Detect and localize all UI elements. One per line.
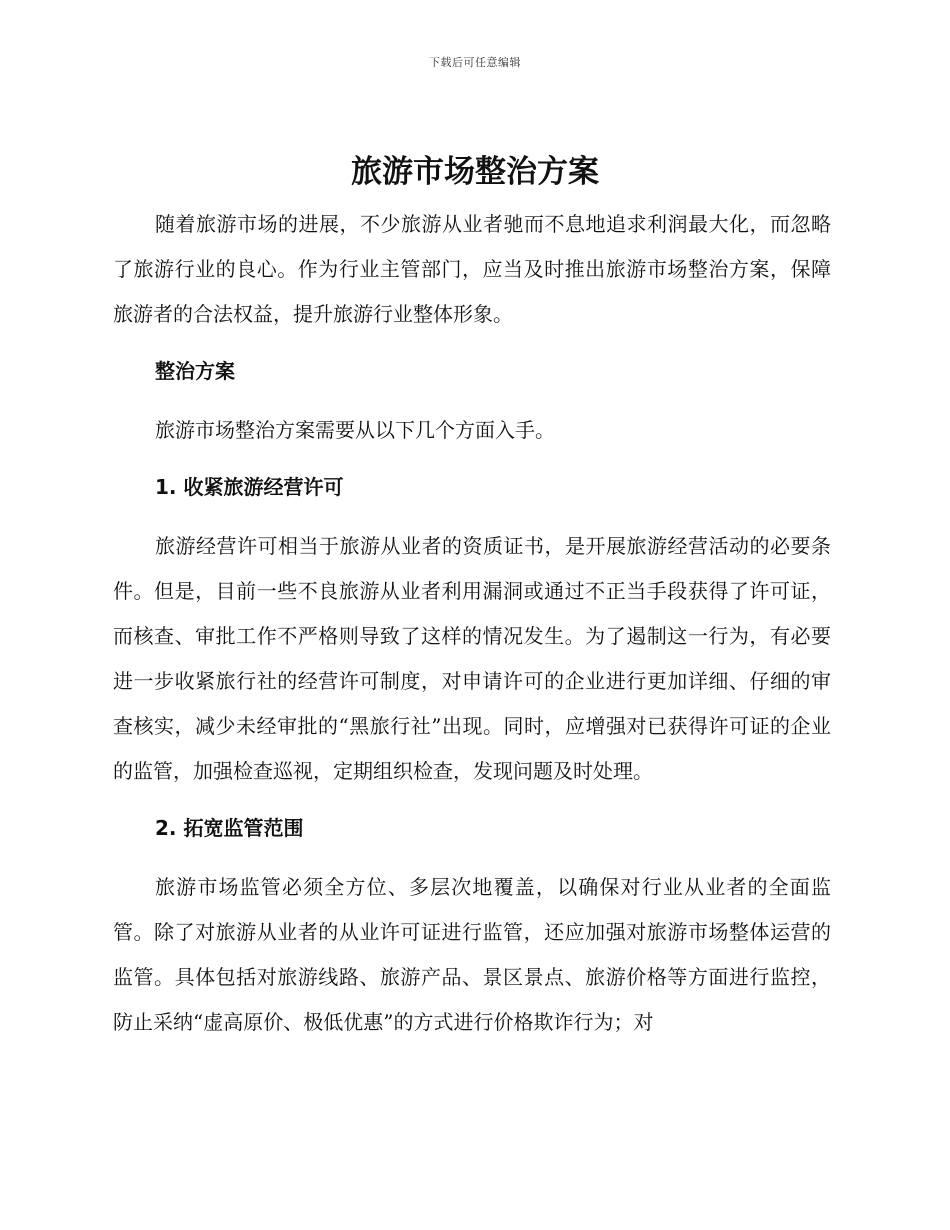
intro-paragraph: 随着旅游市场的进展，不少旅游从业者驰而不息地追求利润最大化，而忽略了旅游行业的良心。作为行业主管部门，应当及时推出旅游市场整治方案，保障旅游者的合法权益，提升旅游行业整体形象。 [113, 212, 831, 326]
header-note: 下载后可任意编辑 [429, 56, 521, 69]
section-intro-paragraph: 旅游市场整治方案需要从以下几个方面入手。 [155, 418, 555, 442]
item1-heading: 1. 收紧旅游经营许可 [155, 475, 344, 499]
document-title: 旅游市场整治方案 [351, 154, 599, 190]
document-body [113, 202, 831, 1045]
item2-heading: 2. 拓宽监管范围 [155, 816, 304, 840]
item2-paragraph: 旅游市场监管必须全方位、多层次地覆盖，以确保对行业从业者的全面监管。除了对旅游从业者的从业许可证进行监管，还应加强对旅游市场整体运营的监管。具体包括对旅游线路、旅游产品、景区景点、旅游价格等方面进行监控，防止采纳“虚高原价、极低优惠”的方式进行价格欺诈行为；对 [113, 875, 831, 1034]
section-heading: 整治方案 [155, 359, 235, 383]
item1-paragraph: 旅游经营许可相当于旅游从业者的资质证书，是开展旅游经营活动的必要条件。但是，目前一些不良旅游从业者利用漏洞或通过不正当手段获得了许可证，而核查、审批工作不严格则导致了这样的情况发生。为了遏制这一行为，有必要进一步收紧旅行社的经营许可制度，对申请许可的企业进行更加详细、仔细的审查核实，减少未经审批的“黑旅行社”出现。同时，应增强对已获得许可证的企业的监管，加强检查巡视，定期组织检查，发现问题及时处理。 [113, 534, 831, 783]
